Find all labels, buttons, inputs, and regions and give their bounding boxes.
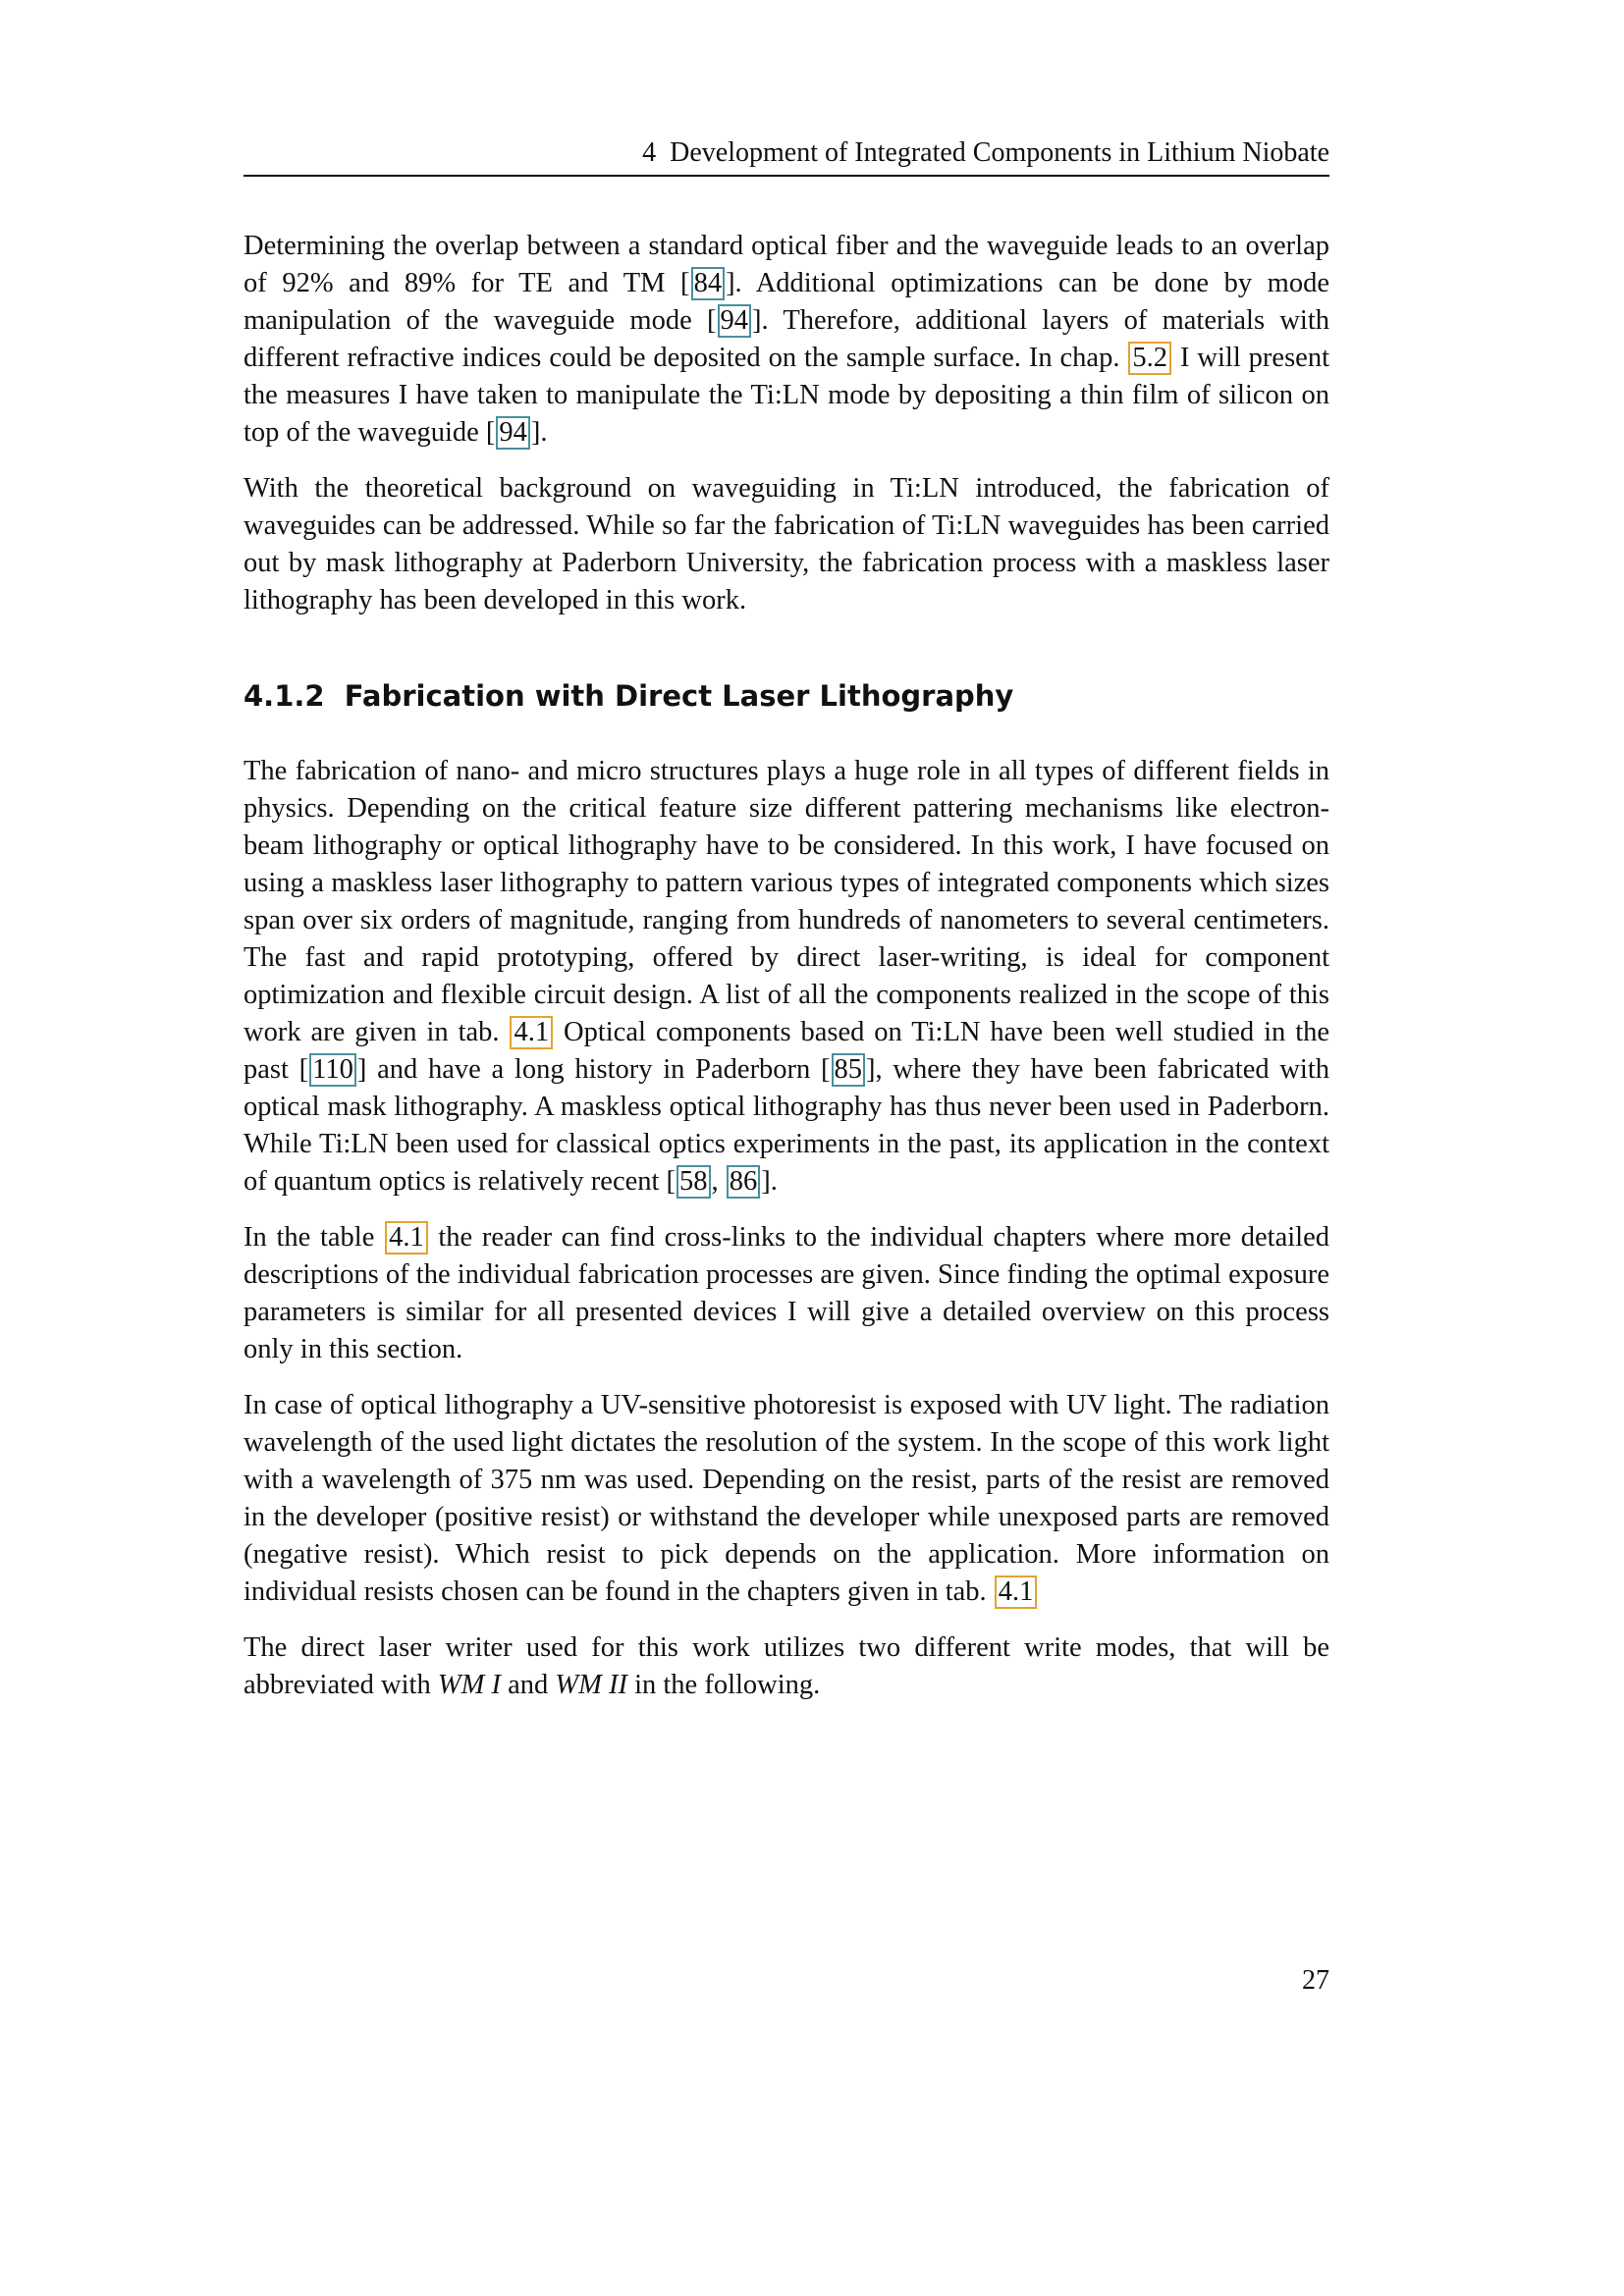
text-run: ]. bbox=[530, 417, 548, 448]
citation-link[interactable]: 94 bbox=[496, 416, 530, 450]
text-run: ] and have a long history in Paderborn [ bbox=[356, 1054, 831, 1085]
chapter-crossref-link[interactable]: 5.2 bbox=[1128, 342, 1171, 375]
citation-link[interactable]: 84 bbox=[691, 267, 726, 300]
text-run: I will present the measures I have taken to manipulate the Ti:LN mode by depositing a thin film of silicon on top of the waveguide [ bbox=[244, 343, 1329, 448]
text-run: Optical components based on Ti:LN have been well studied in the past [ bbox=[244, 1017, 1330, 1085]
citation-link[interactable]: 110 bbox=[309, 1053, 356, 1087]
text-run: ]. bbox=[761, 1166, 778, 1197]
text-run: In case of optical lithography a UV-sensitive photoresist is exposed with UV light. The radiation wavelength of the used light dictates the resolution of the system. In the scope of this work light with a wavelength of 375 nm was used. Depending on the resist, parts of the resist are removed in the developer (positive resist) or withstand the developer while unexposed parts are removed (negative resist). Which resist to pick depends on the application. More information on individual resists chosen can be found in the chapters given in tab. bbox=[244, 1390, 1329, 1607]
table-crossref-link[interactable]: 4.1 bbox=[995, 1575, 1038, 1609]
paragraph-mode-overlap bbox=[244, 228, 1329, 452]
text-run: ]. Therefore, additional layers of materials with different refractive indices could be deposited on the sample surface. In chap. bbox=[244, 305, 1329, 373]
write-mode-two: WM II bbox=[555, 1670, 627, 1700]
citation-link[interactable]: 85 bbox=[832, 1053, 866, 1087]
write-mode-one: WM I bbox=[437, 1670, 501, 1700]
body-text bbox=[244, 228, 1329, 1723]
paragraph-optical-lithography bbox=[244, 1387, 1329, 1611]
table-crossref-link[interactable]: 4.1 bbox=[510, 1016, 553, 1049]
text-run: in the following. bbox=[626, 1670, 821, 1700]
paragraph-fabrication-intro bbox=[244, 753, 1329, 1201]
citation-link[interactable]: 86 bbox=[727, 1165, 761, 1199]
text-run: ], where they have been fabricated with optical mask lithography. A maskless optical lithography has thus never been used in Paderborn. While Ti:LN been used for classical optics experiments in the past, its application in the context of quantum optics is relatively recent [ bbox=[244, 1054, 1330, 1197]
header-rule bbox=[244, 175, 1329, 177]
text-run: Determining the overlap between a standard optical fiber and the waveguide leads to an overlap of 92% and 89% for TE and TM [ bbox=[244, 231, 1329, 298]
text-run: the reader can find cross-links to the individual chapters where more detailed descriptions of the individual fabrication processes are given. Since finding the optimal exposure parameters is similar for all presented devices I will give a detailed overview on this process only in this section. bbox=[244, 1222, 1329, 1364]
table-crossref-link[interactable]: 4.1 bbox=[385, 1221, 428, 1255]
text-run: The direct laser writer used for this work utilizes two different write modes, that will be abbreviated with bbox=[244, 1632, 1329, 1700]
running-header bbox=[244, 133, 1329, 173]
paragraph-write-modes bbox=[244, 1629, 1329, 1704]
text-run: and bbox=[500, 1670, 556, 1700]
paragraph-table-crosslinks bbox=[244, 1219, 1329, 1368]
section-heading bbox=[244, 676, 1329, 716]
citation-link[interactable]: 94 bbox=[718, 304, 752, 338]
chapter-number: 4 bbox=[642, 137, 657, 168]
section-number: 4.1.2 bbox=[244, 679, 325, 713]
text-run: The fabrication of nano- and micro structures plays a huge role in all types of different fields in physics. Depending on the critical feature size different pattering mechanisms like electron-beam lithography or optical lithography have to be considered. In this work, I have focused on using a maskless laser lithography to pattern various types of integrated components which sizes span over six orders of magnitude, ranging from hundreds of nanometers to several centimeters. The fast and rapid prototyping, offered by direct laser-writing, is ideal for component optimization and flexible circuit design. A list of all the components realized in the scope of this work are given in tab. bbox=[244, 756, 1329, 1047]
page-number: 27 bbox=[1302, 1965, 1329, 1996]
paragraph-transition: With the theoretical background on waveguiding in Ti:LN introduced, the fabrication of waveguides can be addressed. While so far the fabrication of Ti:LN waveguides has been carried out by mask lithography at Paderborn University, the fabrication process with a maskless laser lithography has been developed in this work. bbox=[244, 473, 1329, 615]
citation-link[interactable]: 58 bbox=[677, 1165, 711, 1199]
text-run: , bbox=[711, 1166, 726, 1197]
text-run: ]. Additional optimizations can be done by mode manipulation of the waveguide mode [ bbox=[244, 268, 1329, 336]
section-title: Fabrication with Direct Laser Lithography bbox=[344, 679, 1014, 713]
text-run: In the table bbox=[244, 1222, 385, 1253]
chapter-title: Development of Integrated Components in Lithium Niobate bbox=[670, 137, 1329, 168]
